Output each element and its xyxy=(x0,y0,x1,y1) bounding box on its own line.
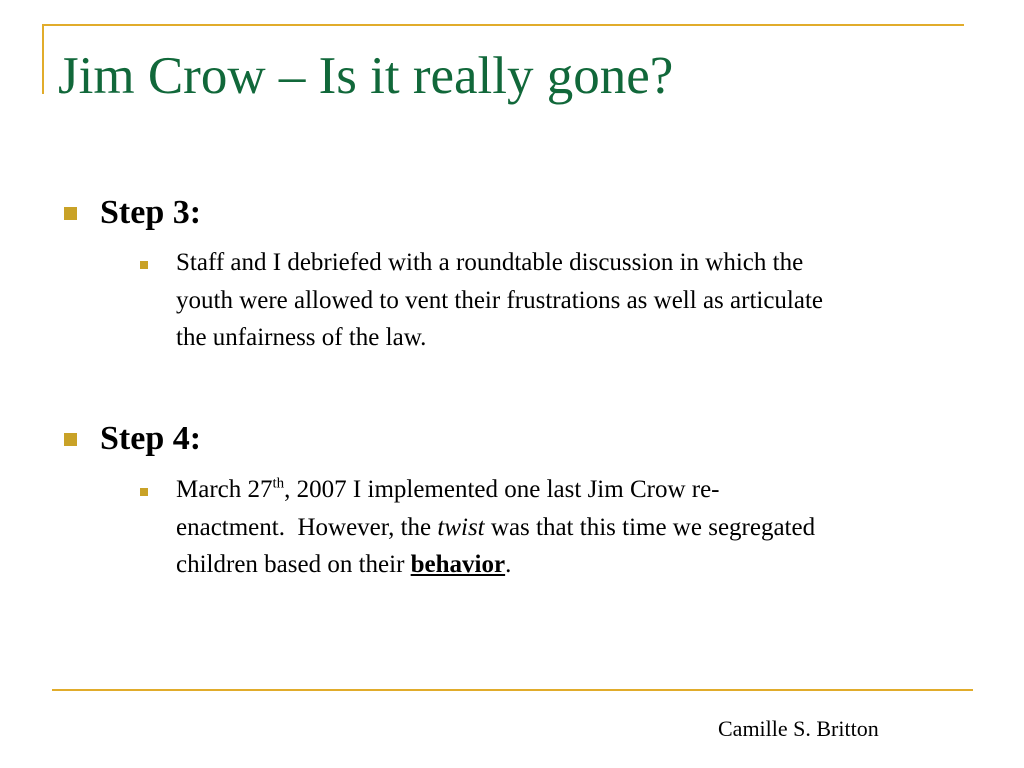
text-line xyxy=(176,471,976,509)
text-line xyxy=(176,509,976,547)
step-4-heading: Step 4: xyxy=(100,420,202,457)
text-run: March 27 xyxy=(176,476,273,503)
italic-word: twist xyxy=(437,513,485,541)
square-bullet-icon xyxy=(64,433,77,446)
text-run: children based on their xyxy=(176,551,411,578)
frame-left-line xyxy=(42,24,44,94)
small-square-bullet-icon xyxy=(140,488,148,496)
text-line xyxy=(176,546,976,584)
footer-divider-line xyxy=(52,689,973,691)
text-run: enactment. However, the xyxy=(176,513,438,541)
square-bullet-icon xyxy=(64,207,77,220)
text-run: . xyxy=(505,551,512,578)
text-line: youth were allowed to vent their frustrations as well as articulate xyxy=(176,286,824,314)
text-line: Staff and I debriefed with a roundtable discussion in which the xyxy=(176,249,804,276)
slide-title: Jim Crow – Is it really gone? xyxy=(58,47,674,105)
step-3-text xyxy=(176,244,976,357)
footer-author: Camille S. Britton xyxy=(718,716,879,741)
superscript: th xyxy=(272,475,285,492)
step-4-text xyxy=(176,471,976,584)
frame-top-line xyxy=(42,24,964,26)
text-line: the unfairness of the law. xyxy=(176,324,427,351)
text-run: , 2007 I implemented one last Jim Crow re- xyxy=(284,476,720,503)
small-square-bullet-icon xyxy=(140,261,148,269)
emphasis-word: behavior xyxy=(410,551,506,578)
text-run: was that this time we segregated xyxy=(484,513,816,541)
step-3-heading: Step 3: xyxy=(100,194,202,231)
